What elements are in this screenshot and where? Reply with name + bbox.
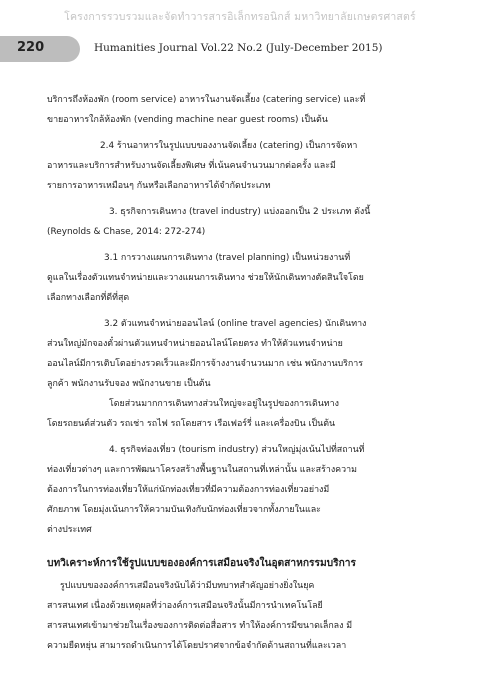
text-line: ต้องการในการท่องเที่ยวให้แก่นักท่องเที่ยวที่มีความต้องการท่องเที่ยวอย่างมี <box>47 485 330 495</box>
page-header <box>0 36 480 62</box>
text-line: โดยส่วนมากการเดินทางส่วนใหญ่จะอยู่ในรูปของการเดินทาง <box>109 399 339 409</box>
page-number-tab <box>0 36 80 62</box>
text-line: ท่องเที่ยวต่างๆ และการพัฒนาโครงสร้างพื้นฐานในสถานที่เหล่านั้น และสร้างความ <box>47 465 357 475</box>
text-line: ลูกค้า พนักงานรับจอง พนักงานขาย เป็นต้น <box>47 379 211 389</box>
text-line: 3.2 ตัวแทนจำหน่ายออนไลน์ (online travel agencies) นักเดินทาง <box>104 319 367 329</box>
text-line: (Reynolds & Chase, 2014: 272-274) <box>47 227 206 237</box>
text-line: ส่วนใหญ่มักจองตั๋วผ่านตัวแทนจำหน่ายออนไลน์โดยตรง ทำให้ตัวแทนจำหน่าย <box>47 339 343 349</box>
text-line: ต่างประเทศ <box>47 525 92 535</box>
text-line: ขายอาหารใกล้ห้องพัก (vending machine near guest rooms) เป็นต้น <box>47 115 328 125</box>
text-line: ดูแลในเรื่องตัวแทนจำหน่ายและวางแผนการเดินทาง ช่วยให้นักเดินทางตัดสินใจโดย <box>47 273 364 283</box>
text-line: บริการถึงห้องพัก (room service) อาหารในงานจัดเลี้ยง (catering service) และที่ <box>47 95 366 105</box>
text-line: โดยรถยนต์ส่วนตัว รถเช่า รถไฟ รถโดยสาร เรือเฟอร์รี่ และเครื่องบิน เป็นต้น <box>47 419 336 429</box>
text-line: 2.4 ร้านอาหารในรูปแบบของงานจัดเลี้ยง (catering) เป็นการจัดหา <box>100 141 358 151</box>
body-text <box>47 90 392 656</box>
text-line: สารสนเทศ เนื่องด้วยเหตุผลที่ว่าองค์การเสมือนจริงนั้นมีการนำเทคโนโลยี <box>47 601 323 611</box>
page-number: 220 <box>17 40 45 55</box>
text-line: 4. ธุรกิจท่องเที่ยว (tourism industry) ส่วนใหญ่มุ่งเน้นไปที่สถานที่ <box>109 445 365 455</box>
text-line: สารสนเทศเข้ามาช่วยในเรื่องของการติดต่อสื่อสาร ทำให้องค์การมีขนาดเล็กลง มี <box>47 621 353 631</box>
journal-title: Humanities Journal Vol.22 No.2 (July-December 2015) <box>94 42 383 54</box>
text-line: ศักยภาพ โดยมุ่งเน้นการให้ความบันเทิงกับนักท่องเที่ยวจากทั้งภายในและ <box>47 505 321 515</box>
text-line: รายการอาหารเหมือนๆ กันหรือเลือกอาหารได้จำกัดประเภท <box>47 181 271 191</box>
text-line: เลือกทางเลือกที่ดีที่สุด <box>47 293 130 303</box>
text-line: อาหารและบริการสำหรับงานจัดเลี้ยงพิเศษ ที่เน้นคนจำนวนมากต่อครั้ง และมี <box>47 161 336 171</box>
section-heading: บทวิเคราะห์การใช้รูปแบบขององค์การเสมือนจริงในอุตสาหกรรมบริการ <box>47 558 356 569</box>
text-line: 3.1 การวางแผนการเดินทาง (travel planning) เป็นหน่วยงานที่ <box>104 253 351 263</box>
text-line: ออนไลน์มีการเติบโตอย่างรวดเร็วและมีการจ้างงานจำนวนมาก เช่น พนักงานบริการ <box>47 359 364 369</box>
watermark-text: โครงการรวบรวมและจัดทำวารสารอิเล็กทรอนิกส์ มหาวิทยาลัยเกษตรศาสตร์ <box>64 11 416 23</box>
text-line: รูปแบบขององค์การเสมือนจริงนับได้ว่ามีบทบาทสำคัญอย่างยิ่งในยุค <box>60 581 315 591</box>
text-line: 3. ธุรกิจการเดินทาง (travel industry) แบ่งออกเป็น 2 ประเภท ดังนี้ <box>109 207 371 217</box>
text-line: ความยืดหยุ่น สามารถดำเนินการได้โดยปราศจากข้อจำกัดด้านสถานที่และเวลา <box>47 641 347 651</box>
